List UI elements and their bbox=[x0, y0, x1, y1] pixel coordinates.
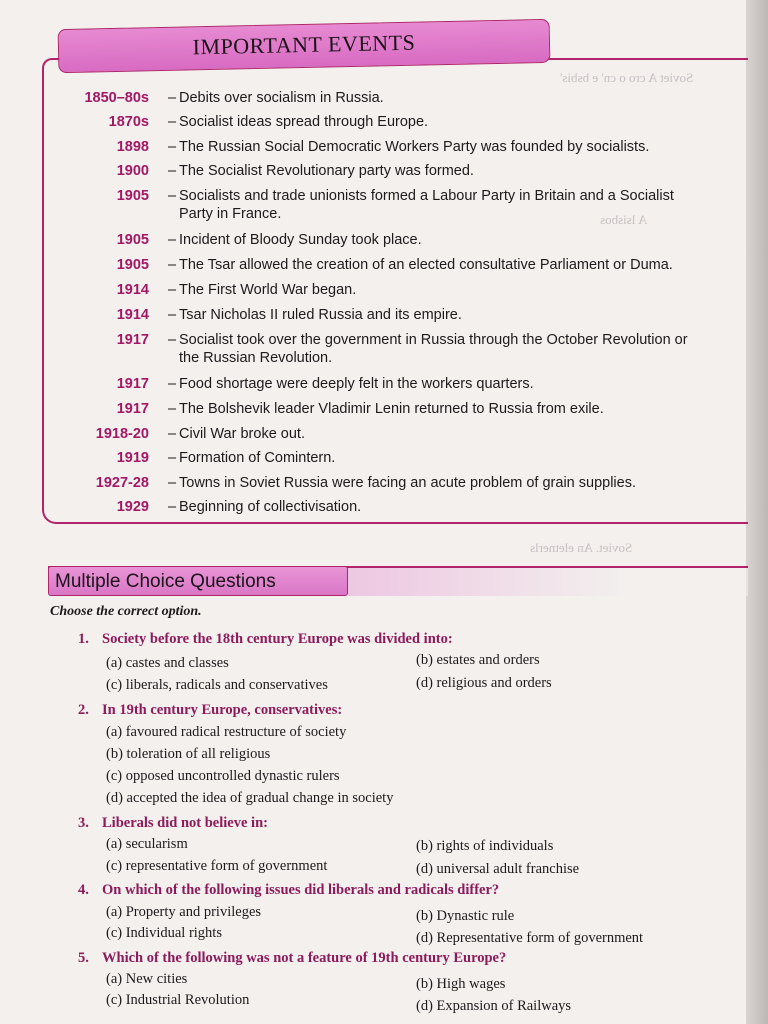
event-dash: – bbox=[168, 232, 177, 248]
option: (b) High wages bbox=[416, 976, 506, 992]
question-text: Liberals did not believe in: bbox=[102, 815, 268, 831]
option: (d) religious and orders bbox=[416, 675, 552, 691]
event-dash: – bbox=[168, 450, 177, 466]
event-dash: – bbox=[168, 307, 177, 323]
event-dash: – bbox=[168, 376, 177, 392]
event-text: Socialist took over the government in Russia through the October Revolution or bbox=[179, 332, 688, 348]
event-text: Debits over socialism in Russia. bbox=[179, 90, 384, 106]
question bbox=[78, 702, 342, 719]
show-through-text: Soviet A cro o cn' e bsbis' bbox=[560, 70, 694, 85]
option: (c) Individual rights bbox=[106, 925, 222, 941]
event-year: 1927-28 bbox=[95, 475, 149, 491]
event-dash: – bbox=[168, 114, 177, 130]
option: (a) castes and classes bbox=[106, 655, 229, 671]
event-year: 1900 bbox=[116, 163, 149, 179]
event-row bbox=[54, 328, 754, 352]
option: (c) liberals, radicals and conservatives bbox=[106, 677, 328, 693]
question-number: 5. bbox=[78, 950, 89, 966]
question-text: On which of the following issues did liberals and radicals differ? bbox=[102, 882, 500, 898]
event-text: The Socialist Revolutionary party was formed. bbox=[179, 163, 474, 179]
event-row bbox=[54, 253, 754, 277]
event-row bbox=[54, 228, 754, 252]
event-text: The Bolshevik leader Vladimir Lenin returned to Russia from exile. bbox=[179, 401, 604, 417]
event-text: Socialist ideas spread through Europe. bbox=[179, 114, 429, 130]
event-text: Tsar Nicholas II ruled Russia and its empire. bbox=[179, 307, 462, 323]
event-text: Incident of Bloody Sunday took place. bbox=[179, 232, 422, 248]
event-dash: – bbox=[168, 257, 177, 273]
event-year: 1914 bbox=[116, 282, 149, 298]
event-year: 1870s bbox=[108, 114, 149, 130]
event-row bbox=[54, 278, 754, 302]
event-text: The First World War began. bbox=[179, 282, 357, 298]
option: (d) accepted the idea of gradual change in society bbox=[106, 790, 394, 806]
option: (c) representative form of government bbox=[106, 858, 328, 874]
event-year: 1850–80s bbox=[84, 90, 149, 106]
option: (c) Industrial Revolution bbox=[106, 992, 250, 1008]
event-year: 1917 bbox=[116, 376, 149, 392]
option: (d) Representative form of government bbox=[416, 930, 644, 946]
event-dash: – bbox=[168, 90, 177, 106]
event-text: The Russian Social Democratic Workers Party was founded by socialists. bbox=[179, 139, 650, 155]
event-row bbox=[54, 184, 754, 208]
event-text: Food shortage were deeply felt in the workers quarters. bbox=[179, 376, 534, 392]
show-through-text: Soviet. An eletnerls bbox=[530, 540, 633, 555]
event-text: Formation of Comintern. bbox=[179, 450, 336, 466]
question-text: Which of the following was not a feature of 19th century Europe? bbox=[102, 950, 507, 966]
event-text: Towns in Soviet Russia were facing an acute problem of grain supplies. bbox=[179, 475, 636, 491]
event-year: 1929 bbox=[116, 499, 149, 515]
question-text: Society before the 18th century Europe was divided into: bbox=[102, 631, 453, 647]
option: (a) New cities bbox=[106, 971, 188, 987]
event-dash: – bbox=[168, 282, 177, 298]
event-dash: – bbox=[168, 499, 177, 515]
event-text-continued: Party in France. bbox=[179, 206, 282, 222]
event-text: Beginning of collectivisation. bbox=[179, 499, 362, 515]
event-row bbox=[54, 372, 754, 396]
event-year: 1905 bbox=[116, 232, 149, 248]
event-year: 1917 bbox=[116, 332, 149, 348]
option: (b) rights of individuals bbox=[416, 838, 554, 854]
event-row bbox=[54, 86, 754, 110]
event-row bbox=[54, 495, 754, 519]
mcq-section-title: Multiple Choice Questions bbox=[48, 566, 348, 596]
event-row bbox=[54, 159, 754, 183]
event-text: Socialists and trade unionists formed a Labour Party in Britain and a Socialist bbox=[179, 188, 674, 204]
event-year: 1918-20 bbox=[95, 426, 149, 442]
option: (c) opposed uncontrolled dynastic rulers bbox=[106, 768, 340, 784]
event-year: 1914 bbox=[116, 307, 149, 323]
option: (b) Dynastic rule bbox=[416, 908, 515, 924]
event-row bbox=[54, 397, 754, 421]
question bbox=[78, 882, 499, 899]
event-dash: – bbox=[168, 401, 177, 417]
question-number: 1. bbox=[78, 631, 89, 647]
question-number: 2. bbox=[78, 702, 89, 718]
show-through-text: A lsisbos bbox=[600, 212, 648, 227]
event-row bbox=[54, 471, 754, 495]
option: (a) favoured radical restructure of society bbox=[106, 724, 347, 740]
event-row bbox=[54, 110, 754, 134]
question-text: In 19th century Europe, conservatives: bbox=[102, 702, 343, 718]
event-dash: – bbox=[168, 139, 177, 155]
event-year: 1919 bbox=[116, 450, 149, 466]
option: (a) secularism bbox=[106, 836, 188, 852]
question bbox=[78, 631, 453, 648]
question-number: 4. bbox=[78, 882, 89, 898]
event-text: Civil War broke out. bbox=[179, 426, 305, 442]
important-events-title: IMPORTANT EVENTS bbox=[58, 19, 551, 73]
event-dash: – bbox=[168, 426, 177, 442]
event-row bbox=[54, 303, 754, 327]
event-dash: – bbox=[168, 332, 177, 348]
event-year: 1905 bbox=[116, 188, 149, 204]
option: (d) Expansion of Railways bbox=[416, 998, 572, 1014]
question-number: 3. bbox=[78, 815, 89, 831]
event-dash: – bbox=[168, 475, 177, 491]
event-text-continued: the Russian Revolution. bbox=[179, 350, 333, 366]
question bbox=[78, 950, 506, 967]
mcq-instruction: Choose the correct option. bbox=[50, 604, 202, 619]
event-row bbox=[54, 422, 754, 446]
event-text: The Tsar allowed the creation of an elected consultative Parliament or Duma. bbox=[179, 257, 673, 273]
event-year: 1905 bbox=[116, 257, 149, 273]
event-row bbox=[54, 135, 754, 159]
event-dash: – bbox=[168, 188, 177, 204]
option: (b) toleration of all religious bbox=[106, 746, 271, 762]
option: (a) Property and privileges bbox=[106, 904, 262, 920]
event-dash: – bbox=[168, 163, 177, 179]
event-year: 1917 bbox=[116, 401, 149, 417]
event-row bbox=[54, 446, 754, 470]
question bbox=[78, 815, 268, 832]
event-year: 1898 bbox=[116, 139, 149, 155]
mcq-header-decoration bbox=[348, 566, 748, 596]
option: (d) universal adult franchise bbox=[416, 861, 580, 877]
option: (b) estates and orders bbox=[416, 652, 540, 668]
